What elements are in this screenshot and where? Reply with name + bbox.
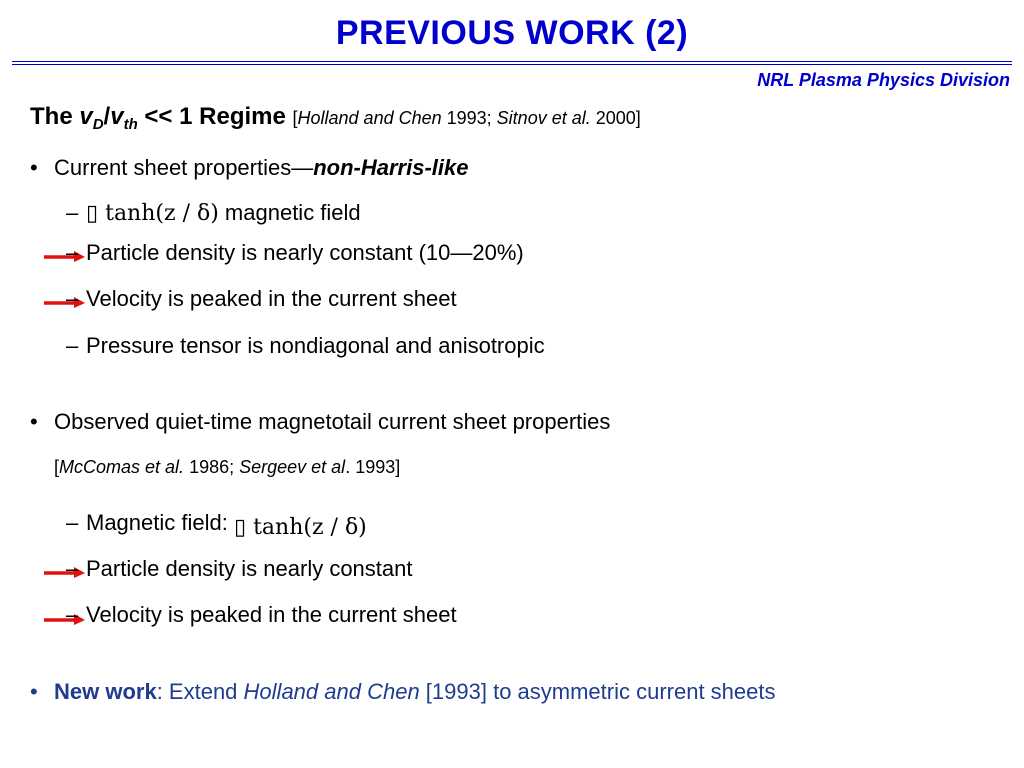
non-harris-emphasis: non-Harris-like (313, 155, 469, 180)
tanh-formula: tanh(z / δ) (246, 515, 367, 540)
bullet-new-work: • New work: Extend Holland and Chen [1993] to asymmetric current sheets (30, 679, 776, 704)
bullet-current-sheet-properties: • Current sheet properties—non-Harris-like (30, 155, 469, 180)
heading-prefix: The (30, 103, 80, 130)
organization-label: NRL Plasma Physics Division (757, 70, 1010, 90)
subitem-particle-density: – Particle density is nearly constant (10—20%) (66, 240, 524, 265)
regime-heading (30, 104, 641, 138)
missing-glyph-icon: ▯ (86, 200, 99, 225)
slide-title: PREVIOUS WORK (2) (335, 14, 689, 52)
heading-vd-subscript: D (92, 116, 104, 133)
heading-suffix: << 1 Regime (137, 103, 293, 130)
new-work-label: New work (54, 679, 157, 704)
heading-vd: v (79, 103, 93, 130)
subitem-observed-magnetic-field: – Magnetic field: ▯ tanh(z / δ) (66, 510, 367, 540)
subitem-velocity-peaked: – Velocity is peaked in the current sheet (66, 286, 457, 311)
heading-reference: [Holland and Chen 1993; Sitnov et al. 2000] (292, 108, 641, 128)
divider-line-top (12, 61, 1012, 62)
divider-line-bottom (12, 64, 1012, 65)
heading-slash: / (103, 103, 111, 130)
subitem-observed-particle-density: – Particle density is nearly constant (66, 556, 413, 581)
observed-reference: [McComas et al. 1986; Sergeev et al. 1993] (54, 457, 401, 477)
heading-vth: v (110, 103, 124, 130)
subitem-observed-velocity-peaked: – Velocity is peaked in the current sheet (66, 602, 457, 627)
missing-glyph-icon: ▯ (233, 514, 247, 539)
subitem-pressure-tensor: – Pressure tensor is nondiagonal and anisotropic (66, 333, 545, 358)
subitem-magnetic-field: – ▯ tanh(z / δ) magnetic field (66, 200, 361, 226)
tanh-formula: tanh(z / δ) (98, 201, 219, 226)
heading-vth-subscript: th (123, 116, 138, 133)
bullet-observed-properties: • Observed quiet-time magnetotail current sheet properties (30, 409, 611, 434)
